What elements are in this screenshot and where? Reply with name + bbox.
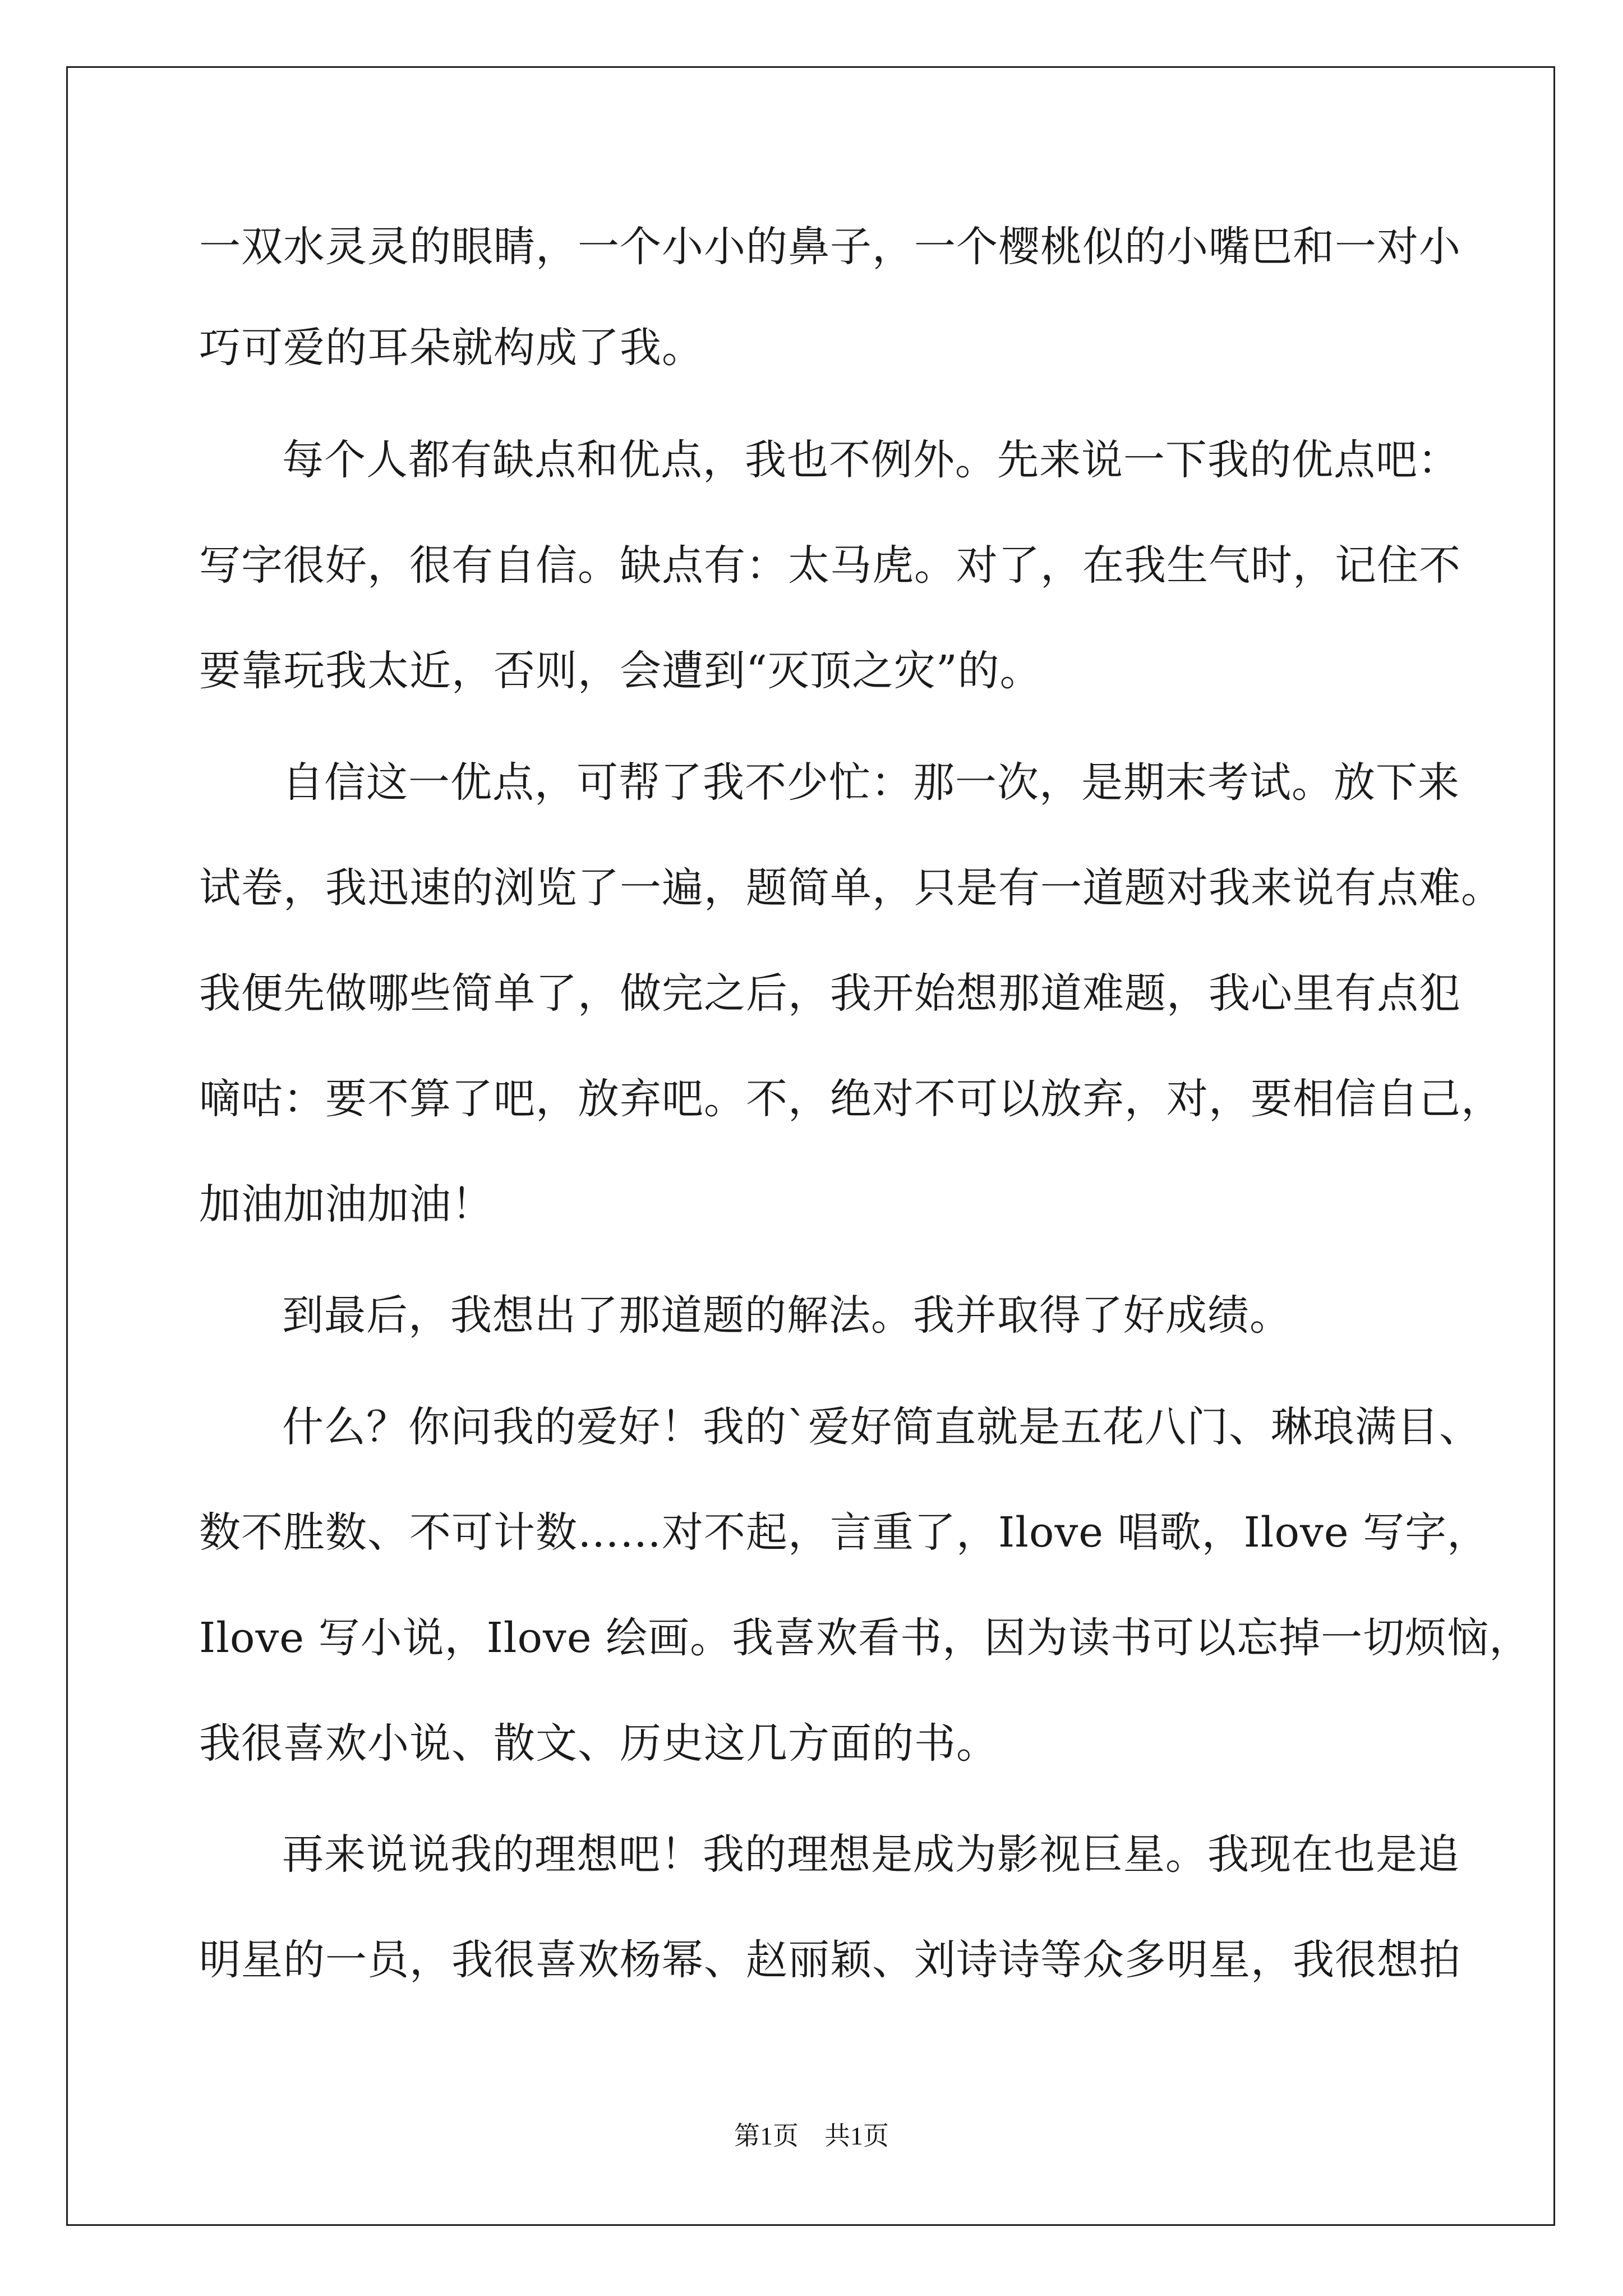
paragraph-start-line: 每个人都有缺点和优点，我也不例外。先来说一下我的优点吧： xyxy=(282,436,1460,484)
text-line: 我很喜欢小说、散文、历史这几方面的书。 xyxy=(199,1719,998,1768)
text-line: Ilove 写小说，Ilove 绘画。我喜欢看书，因为读书可以忘掉一切烦恼， xyxy=(199,1614,1532,1662)
text-line: 加油加油加油！ xyxy=(199,1180,494,1228)
text-line: 数不胜数、不可计数……对不起，言重了，Ilove 唱歌，Ilove 写字， xyxy=(199,1508,1490,1557)
paragraph-start-line: 到最后，我想出了那道题的解法。我并取得了好成绩。 xyxy=(282,1291,1292,1340)
text-line: 要靠玩我太近，否则，会遭到“灭顶之灾”的。 xyxy=(199,647,1042,695)
page-border xyxy=(66,66,1555,2226)
text-line: 巧可爱的耳朵就构成了我。 xyxy=(199,324,704,372)
text-line: 明星的一员，我很喜欢杨幂、赵丽颖、刘诗诗等众多明星，我很想拍 xyxy=(199,1936,1461,1984)
paragraph-start-line: 什么？你问我的爱好！我的`爱好简直就是五花八门、琳琅满目、 xyxy=(282,1403,1481,1451)
text-line: 写字很好，很有自信。缺点有：太马虎。对了，在我生气时，记住不 xyxy=(199,541,1461,590)
page-number-footer: 第1页 共1页 xyxy=(734,2122,889,2150)
text-line: 嘀咕：要不算了吧，放弃吧。不，绝对不可以放弃，对，要相信自己， xyxy=(199,1075,1503,1123)
paragraph-start-line: 再来说说我的理想吧！我的理想是成为影视巨星。我现在也是追 xyxy=(282,1830,1460,1879)
text-line: 试卷，我迅速的浏览了一遍，题简单，只是有一道题对我来说有点难。 xyxy=(199,864,1503,912)
paragraph-start-line: 自信这一优点，可帮了我不少忙：那一次，是期末考试。放下来 xyxy=(282,758,1460,807)
text-line: 我便先做哪些简单了，做完之后，我开始想那道难题，我心里有点犯 xyxy=(199,969,1461,1018)
text-line: 一双水灵灵的眼睛，一个小小的鼻子，一个樱桃似的小嘴巴和一对小 xyxy=(199,223,1461,271)
